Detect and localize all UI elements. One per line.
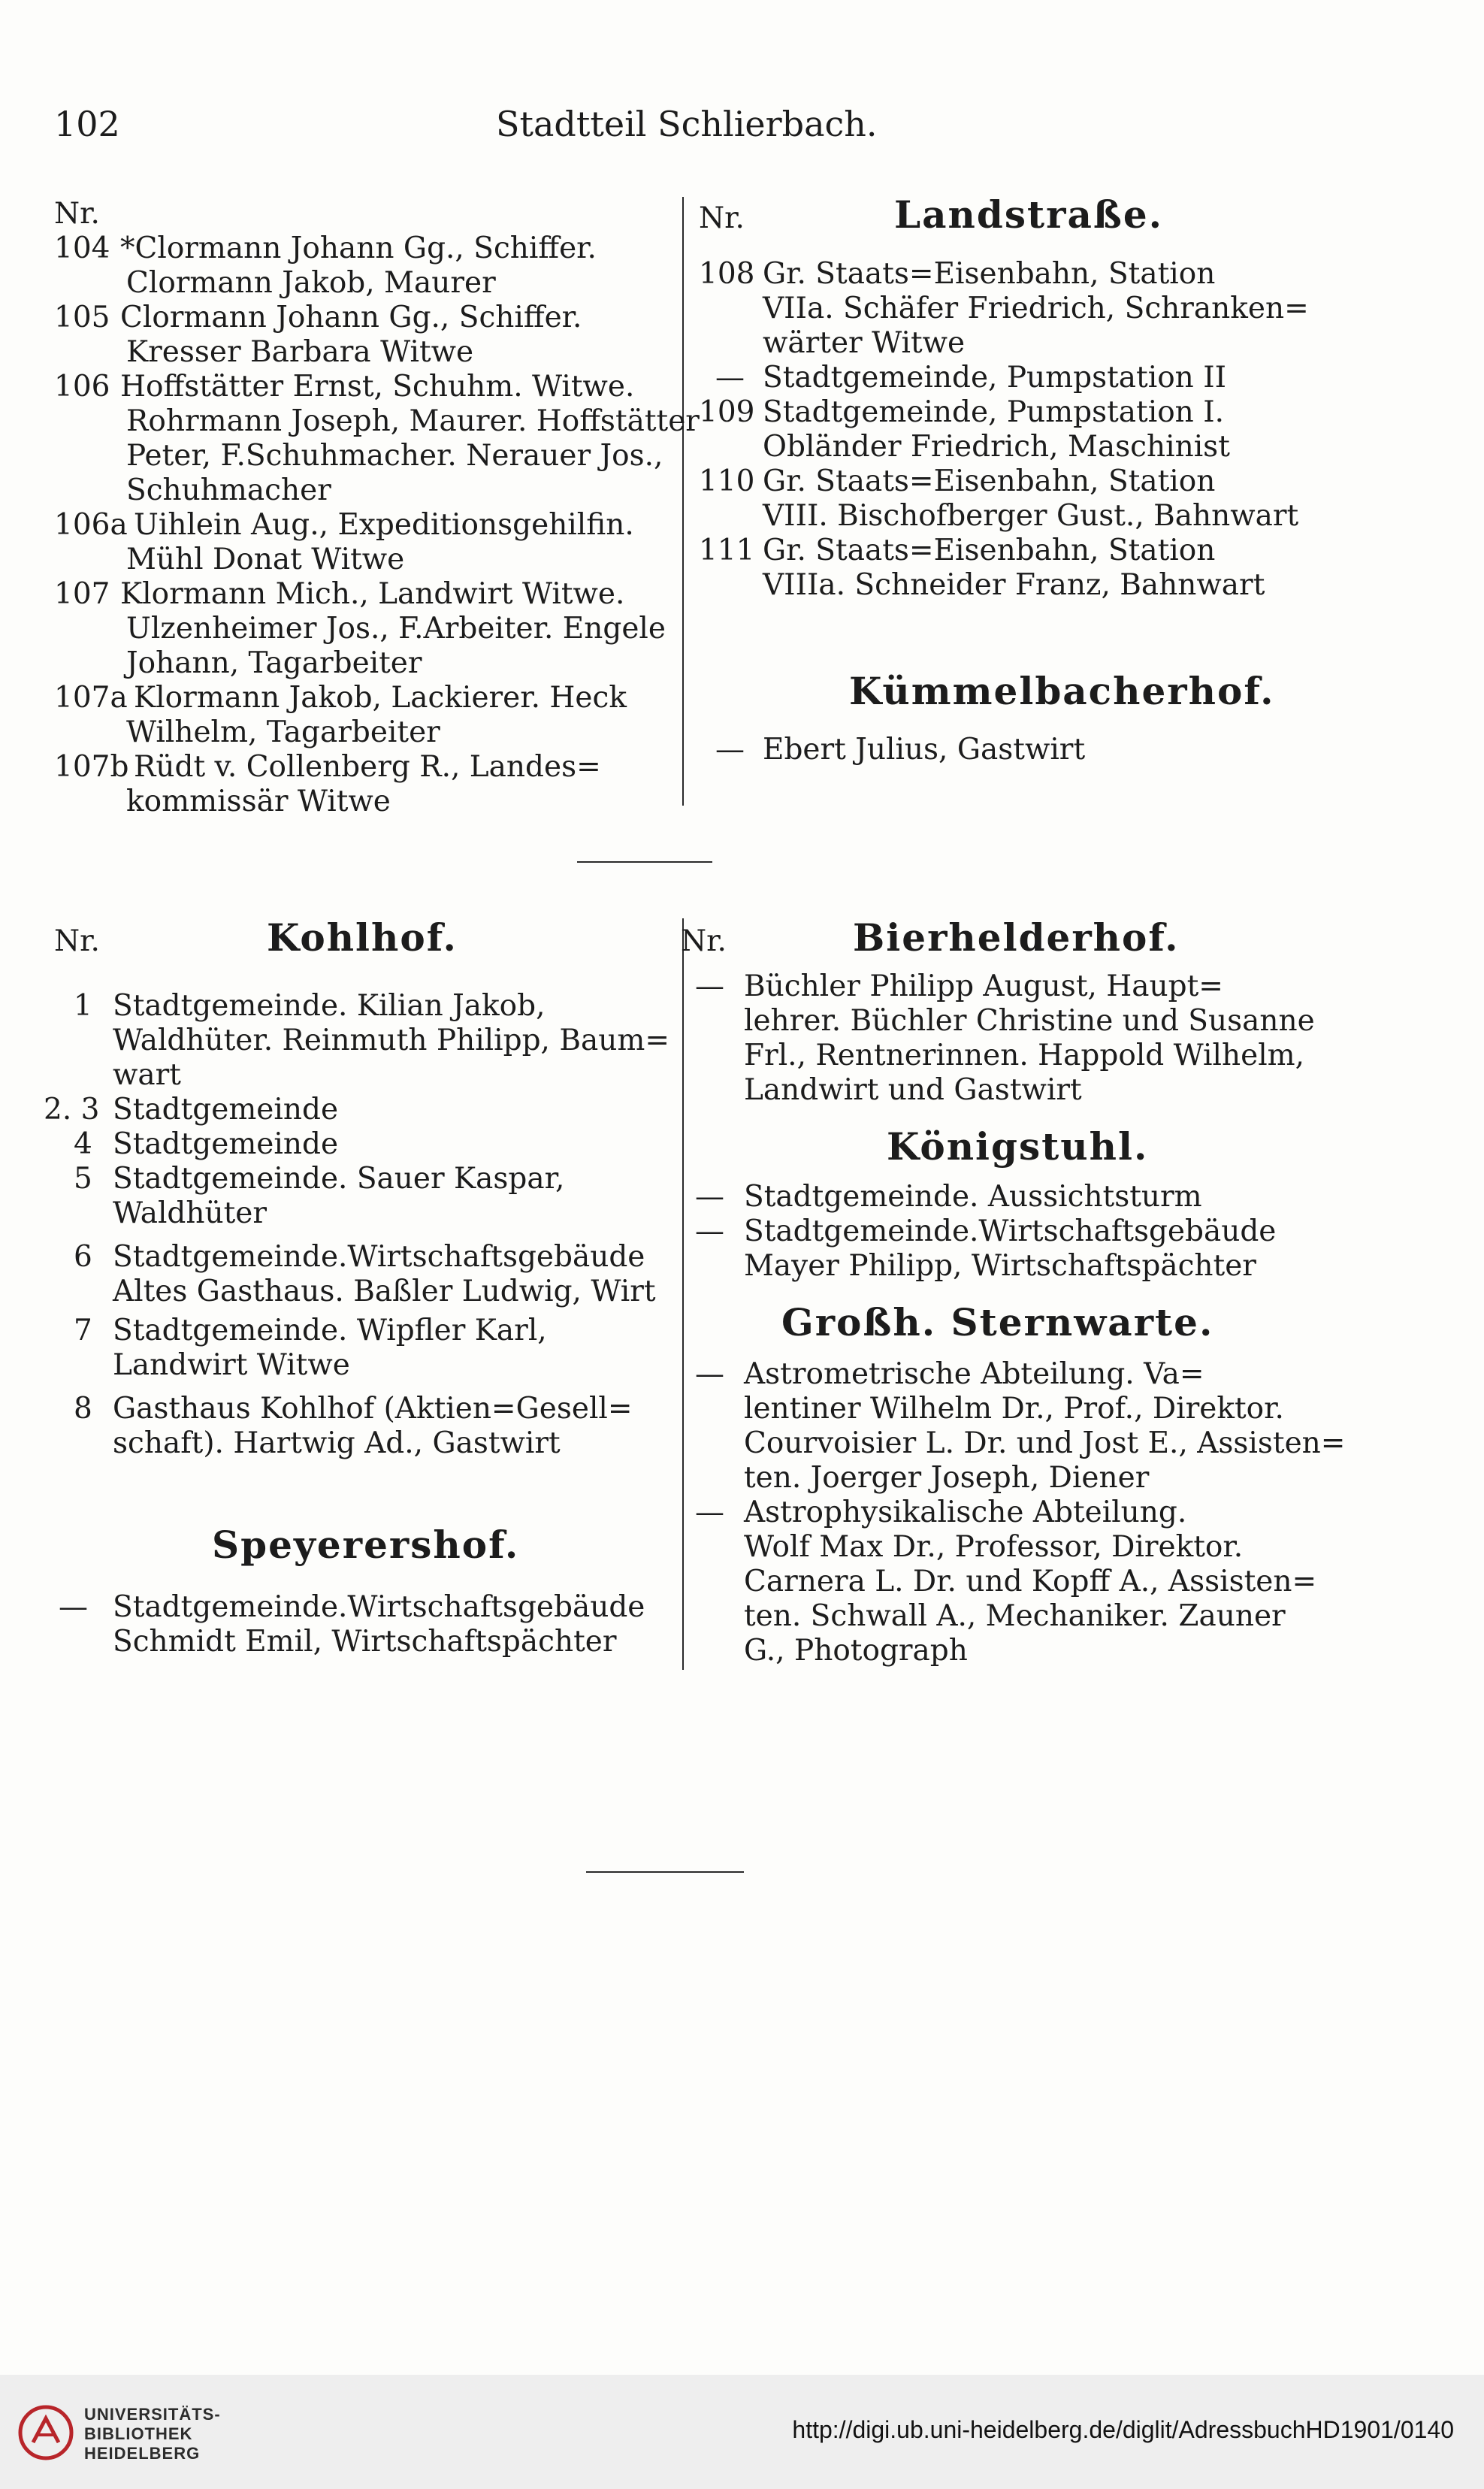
- entry-line: Stadtgemeinde: [113, 1093, 339, 1127]
- nr-label-top-left: Nr.: [54, 197, 100, 231]
- entry-line: Ulzenheimer Jos., F.Arbeiter. Engele: [126, 612, 666, 646]
- entry-line: Stadtgemeinde. Aussichtsturm: [744, 1180, 1202, 1214]
- entry-line: Obländer Friedrich, Maschinist: [763, 430, 1230, 464]
- entry-number: 107b: [54, 750, 129, 784]
- entry-dash: —: [695, 1180, 724, 1214]
- entry-line: Stadtgemeinde.Wirtschaftsgebäude: [744, 1214, 1277, 1248]
- entry-line: Peter, F.Schuhmacher. Nerauer Jos.,: [126, 439, 663, 473]
- entry-line: Carnera L. Dr. und Kopff A., Assisten=: [744, 1565, 1317, 1598]
- entry-line: Astrophysikalische Abteilung.: [744, 1496, 1187, 1529]
- entry-line: Altes Gasthaus. Baßler Ludwig, Wirt: [113, 1275, 656, 1308]
- entry-line: ten. Schwall A., Mechaniker. Zauner: [744, 1599, 1286, 1633]
- entry-line: Waldhüter. Reinmuth Philipp, Baum=: [113, 1024, 670, 1057]
- entry-line: Clormann Jakob, Maurer: [126, 266, 496, 300]
- library-name-line: HEIDELBERG: [84, 2444, 201, 2463]
- entry-line: Landwirt Witwe: [113, 1348, 350, 1382]
- entry-line: wart: [113, 1058, 181, 1092]
- entry-line: wärter Witwe: [763, 326, 966, 360]
- entry-line: Clormann Johann Gg., Schiffer.: [120, 301, 582, 334]
- column-divider-bottom: [682, 918, 684, 1670]
- entry-line: schaft). Hartwig Ad., Gastwirt: [113, 1426, 561, 1460]
- entry-number: 110: [699, 464, 755, 498]
- entry-line: Büchler Philipp August, Haupt=: [744, 969, 1223, 1003]
- entry-number: 5: [74, 1162, 92, 1196]
- entry-line: Stadtgemeinde. Kilian Jakob,: [113, 989, 546, 1023]
- running-title: Stadtteil Schlierbach.: [496, 104, 878, 144]
- page-end-separator: [586, 1871, 744, 1873]
- entry-number: 109: [699, 395, 755, 429]
- entry-line: Wilhelm, Tagarbeiter: [126, 715, 440, 749]
- entry-line: Klormann Jakob, Lackierer. Heck: [134, 681, 627, 715]
- entry-dash: —: [695, 1214, 724, 1248]
- section-heading-kuemmelbacherhof: Kümmelbacherhof.: [849, 669, 1275, 713]
- library-name-line: UNIVERSITÄTS-: [84, 2405, 221, 2424]
- entry-number: 104: [54, 231, 110, 265]
- entry-line: Stadtgemeinde. Wipfler Karl,: [113, 1314, 547, 1347]
- entry-dash: —: [695, 1496, 724, 1529]
- nr-label-bottom-right: Nr.: [681, 924, 727, 958]
- entry-line: Mayer Philipp, Wirtschaftspächter: [744, 1249, 1256, 1283]
- entry-line: lentiner Wilhelm Dr., Prof., Direktor.: [744, 1392, 1284, 1426]
- entry-number: 8: [74, 1392, 92, 1426]
- entry-line: *Clormann Johann Gg., Schiffer.: [120, 231, 597, 265]
- source-url-link[interactable]: http://digi.ub.uni-heidelberg.de/diglit/AdressbuchHD1901/0140: [792, 2416, 1454, 2443]
- entry-number: 1: [74, 989, 92, 1023]
- entry-line: Rüdt v. Collenberg R., Landes=: [134, 750, 601, 784]
- entry-line: Gr. Staats=Eisenbahn, Station: [763, 534, 1216, 567]
- entry-dash: —: [715, 733, 745, 767]
- entry-line: Stadtgemeinde, Pumpstation I.: [763, 395, 1225, 429]
- entry-number: 111: [699, 534, 755, 567]
- entry-line: Ebert Julius, Gastwirt: [763, 733, 1086, 767]
- section-heading-speyerershof: Speyerershof.: [212, 1523, 520, 1567]
- entry-number: 7: [74, 1314, 92, 1347]
- entry-line: Stadtgemeinde, Pumpstation II: [763, 361, 1227, 395]
- entry-line: VIIa. Schäfer Friedrich, Schranken=: [763, 292, 1309, 325]
- page-number: 102: [54, 104, 120, 144]
- entry-line: Landwirt und Gastwirt: [744, 1073, 1082, 1107]
- entry-line: kommissär Witwe: [126, 785, 391, 818]
- entry-line: Gr. Staats=Eisenbahn, Station: [763, 464, 1216, 498]
- entry-line: Hoffstätter Ernst, Schuhm. Witwe.: [120, 370, 635, 404]
- entry-dash: —: [715, 361, 745, 395]
- entry-dash: —: [695, 1357, 724, 1391]
- section-heading-landstrasse: Landstraße.: [894, 192, 1164, 237]
- entry-line: VIII. Bischofberger Gust., Bahnwart: [763, 499, 1299, 533]
- entry-line: lehrer. Büchler Christine und Susanne: [744, 1004, 1315, 1038]
- entry-line: ten. Joerger Joseph, Diener: [744, 1461, 1150, 1495]
- entry-line: Gasthaus Kohlhof (Aktien=Gesell=: [113, 1392, 633, 1426]
- entry-line: Mühl Donat Witwe: [126, 543, 405, 576]
- section-heading-kohlhof: Kohlhof.: [267, 915, 458, 960]
- entry-line: Waldhüter: [113, 1196, 267, 1230]
- nr-label-top-right: Nr.: [699, 201, 745, 235]
- entry-line: Wolf Max Dr., Professor, Direktor.: [744, 1530, 1244, 1564]
- entry-line: Stadtgemeinde: [113, 1127, 339, 1161]
- entry-line: Klormann Mich., Landwirt Witwe.: [120, 577, 625, 611]
- entry-line: Astrometrische Abteilung. Va=: [744, 1357, 1204, 1391]
- entry-line: Stadtgemeinde.Wirtschaftsgebäude: [113, 1590, 645, 1624]
- entry-line: Gr. Staats=Eisenbahn, Station: [763, 257, 1216, 291]
- entry-dash: —: [695, 969, 724, 1003]
- entry-line: Frl., Rentnerinnen. Happold Wilhelm,: [744, 1039, 1305, 1072]
- entry-number: 106: [54, 370, 110, 404]
- entry-number: 107a: [54, 681, 128, 715]
- entry-line: Courvoisier L. Dr. und Jost E., Assisten=: [744, 1426, 1346, 1460]
- library-seal-icon: [17, 2403, 75, 2462]
- nr-label-bottom-left: Nr.: [54, 924, 100, 958]
- column-divider-top: [682, 197, 684, 806]
- entry-line: Stadtgemeinde.Wirtschaftsgebäude: [113, 1240, 645, 1274]
- entry-number: 106a: [54, 508, 128, 542]
- entry-number: 2. 3: [44, 1093, 100, 1127]
- entry-number: 108: [699, 257, 755, 291]
- section-heading-bierhelderhof: Bierhelderhof.: [853, 915, 1180, 960]
- entry-number: 6: [74, 1240, 92, 1274]
- section-heading-sternwarte: Großh. Sternwarte.: [781, 1300, 1214, 1344]
- entry-line: Rohrmann Joseph, Maurer. Hoffstätter: [126, 404, 700, 438]
- entry-number: 4: [74, 1127, 92, 1161]
- entry-line: G., Photograph: [744, 1634, 968, 1668]
- digitization-footer: [0, 2375, 1484, 2489]
- entry-line: Johann, Tagarbeiter: [126, 646, 422, 680]
- entry-line: Schmidt Emil, Wirtschaftspächter: [113, 1625, 617, 1659]
- entry-number: 105: [54, 301, 110, 334]
- section-separator: [577, 861, 712, 863]
- entry-line: Uihlein Aug., Expeditionsgehilfin.: [134, 508, 634, 542]
- section-heading-koenigstuhl: Königstuhl.: [887, 1124, 1149, 1169]
- entry-dash: —: [59, 1590, 88, 1624]
- entry-number: 107: [54, 577, 110, 611]
- entry-line: VIIIa. Schneider Franz, Bahnwart: [763, 568, 1265, 602]
- entry-line: Schuhmacher: [126, 473, 331, 507]
- library-name-line: BIBLIOTHEK: [84, 2424, 193, 2443]
- entry-line: Stadtgemeinde. Sauer Kaspar,: [113, 1162, 565, 1196]
- entry-line: Kresser Barbara Witwe: [126, 335, 474, 369]
